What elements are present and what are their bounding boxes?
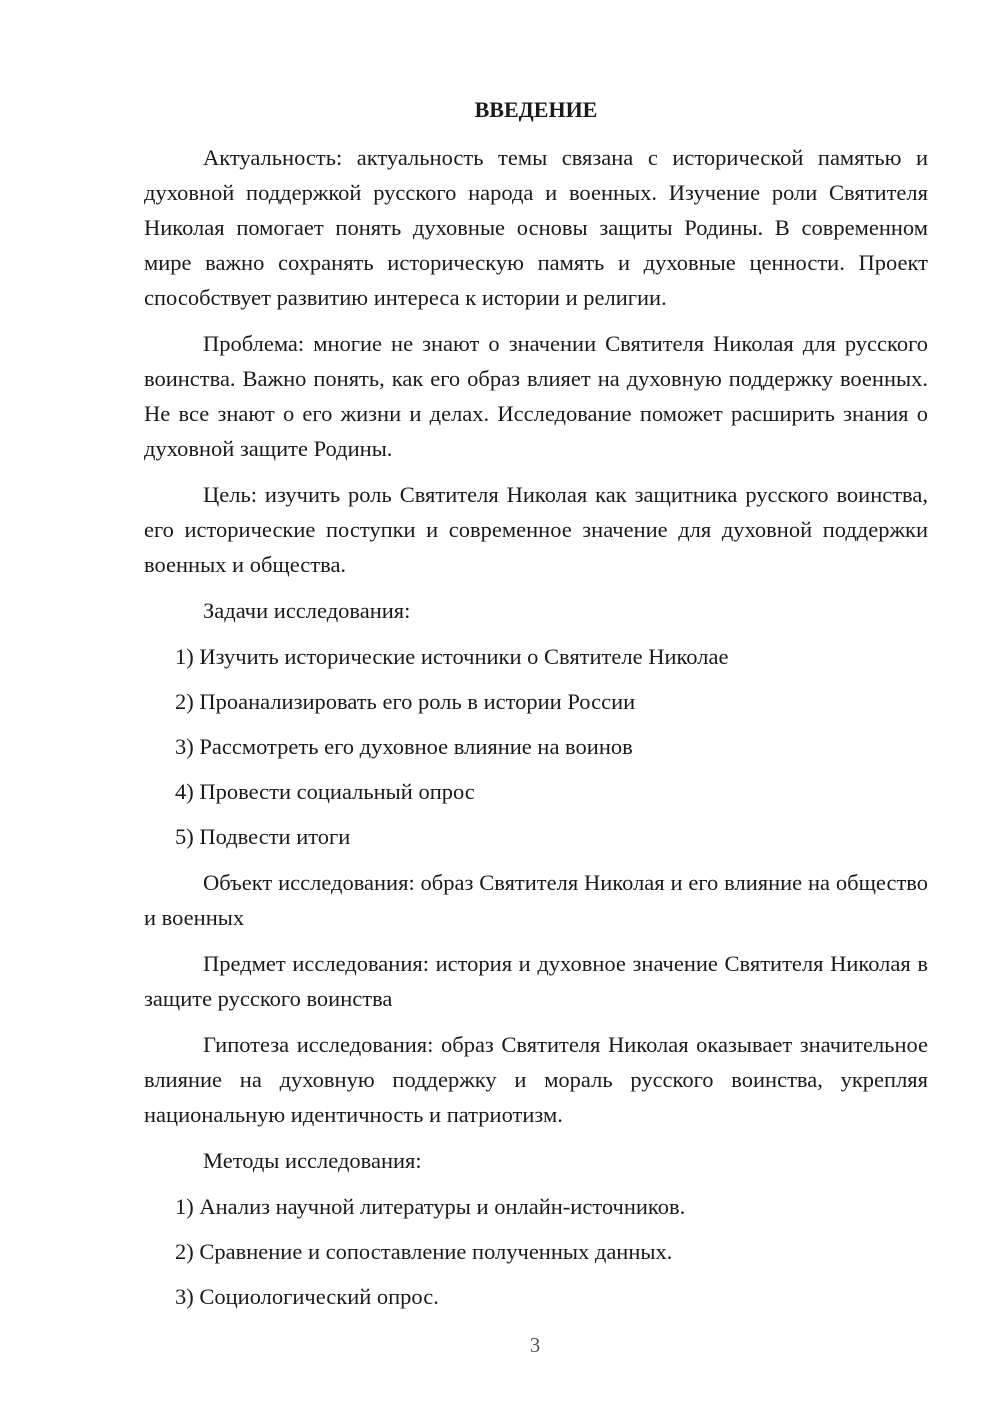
list-item: 4) Провести социальный опрос [175, 779, 475, 804]
page-number: 3 [529, 1333, 541, 1357]
page-title: ВВЕДЕНИЕ [474, 97, 598, 122]
list-item: 2) Сравнение и сопоставление полученных данных. [175, 1239, 673, 1264]
tasks-list [144, 639, 928, 854]
methods-heading: Методы исследования: [203, 1148, 422, 1173]
object-paragraph: Объект исследования: образ Святителя Николая и его влияние на общество и военных [144, 870, 928, 930]
list-item: 3) Социологический опрос. [175, 1284, 439, 1309]
list-item: 2) Проанализировать его роль в истории России [175, 689, 636, 714]
list-item: 1) Изучить исторические источники о Святителе Николае [175, 644, 729, 669]
goal-paragraph: Цель: изучить роль Святителя Николая как защитника русского воинства, его исторические поступки и современное значение для духовной поддержки военных и общества. [144, 482, 928, 577]
methods-list [144, 1189, 928, 1314]
hypothesis-paragraph: Гипотеза исследования: образ Святителя Николая оказывает значительное влияние на духовную поддержку и мораль русского воинства, укрепляя национальную идентичность и патриотизм. [144, 1032, 928, 1127]
list-item: 5) Подвести итоги [175, 824, 351, 849]
relevance-paragraph: Актуальность: актуальность темы связана с исторической памятью и духовной поддержкой русского народа и военных. Изучение роли Святителя Николая помогает понять духовные основы защиты Родины. В современном мире важно сохранять историческую память и духовные ценности. Проект способствует развитию интереса к истории и религии. [144, 145, 928, 310]
list-item: 3) Рассмотреть его духовное влияние на воинов [175, 734, 633, 759]
list-item: 1) Анализ научной литературы и онлайн-источников. [175, 1194, 686, 1219]
document-page [144, 92, 928, 1325]
tasks-heading: Задачи исследования: [203, 598, 411, 623]
subject-paragraph: Предмет исследования: история и духовное значение Святителя Николая в защите русского воинства [144, 951, 928, 1011]
problem-paragraph: Проблема: многие не знают о значении Святителя Николая для русского воинства. Важно понять, как его образ влияет на духовную поддержку военных. Не все знают о его жизни и делах. Исследование поможет расширить знания о духовной защите Родины. [144, 331, 928, 461]
